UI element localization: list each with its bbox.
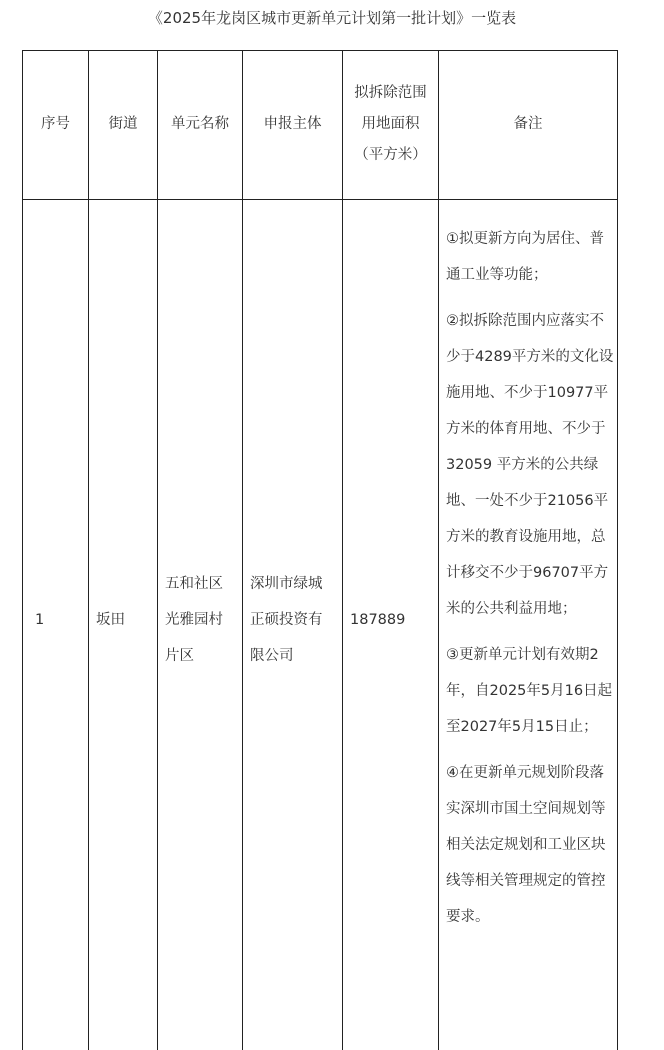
header-area-line: 用地面积 [361, 116, 420, 132]
applicant-line: 限公司 [250, 648, 294, 664]
col-divider [438, 50, 439, 1050]
plan-table [22, 50, 618, 1050]
header-area-line: （平方米） [354, 147, 427, 163]
header-area [343, 51, 438, 198]
header-applicant: 申报主体 [263, 116, 322, 132]
header-divider [22, 199, 618, 200]
col-divider [88, 50, 89, 1050]
header-area-line: 拟拆除范围 [354, 85, 427, 101]
applicant-line: 正硕投资有 [250, 612, 323, 628]
unit-name-line: 片区 [165, 648, 194, 664]
row-area: 187889 [350, 612, 406, 628]
row-remarks [446, 221, 614, 945]
row-index: 1 [35, 612, 45, 628]
col-divider [22, 50, 23, 1050]
remark-item: ④在更新单元规划阶段落实深圳市国土空间规划等相关法定规划和工业区块线等相关管理规定的管控要求。 [446, 765, 606, 925]
unit-name-line: 光雅园村 [165, 612, 223, 628]
remark-item: ①拟更新方向为居住、普通工业等功能； [446, 231, 604, 283]
col-divider [617, 50, 618, 1050]
page-title: 《2025年龙岗区城市更新单元计划第一批计划》一览表 [147, 9, 517, 27]
col-divider [242, 50, 243, 1050]
header-street: 街道 [108, 116, 138, 132]
row-applicant [250, 566, 323, 674]
col-divider [342, 50, 343, 1050]
unit-name-line: 五和社区 [165, 576, 223, 592]
remark-item: ③更新单元计划有效期2年，自2025年5月16日起至2027年5月15日止； [446, 647, 613, 735]
row-unit-name [165, 566, 223, 674]
applicant-line: 深圳市绿城 [250, 576, 323, 592]
header-remarks: 备注 [513, 116, 543, 132]
remark-item: ②拟拆除范围内应落实不少于4289平方米的文化设施用地、不少于10977平方米的体育用地、不少于32059 平方米的公共绿地、一处不少于21056平方米的教育设施用地，总计移交不少于96707平方米的公共利益用地； [446, 313, 614, 617]
row-street: 坂田 [96, 612, 125, 628]
header-index: 序号 [41, 116, 70, 132]
col-divider [157, 50, 158, 1050]
header-unit-name: 单元名称 [171, 116, 229, 132]
